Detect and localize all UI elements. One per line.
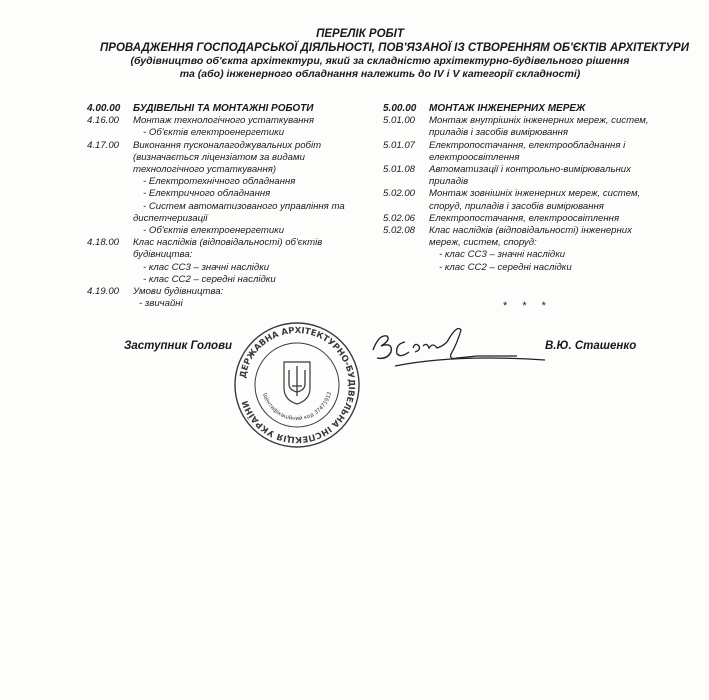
title-line-3: (будівництво об'єкта архітектури, який за складністю архітектурно-будівельного рішення: [130, 55, 630, 67]
section-text: БУДІВЕЛЬНІ ТА МОНТАЖНІ РОБОТИ: [133, 103, 314, 114]
title-line-1: ПЕРЕЛІК РОБІТ: [316, 28, 404, 40]
section-code: 5.02.06: [383, 212, 416, 224]
section-row: [383, 103, 663, 115]
sub-item: - Об'єктів електроенергетики: [143, 225, 285, 237]
section-text: Монтаж внутрішніх інженерних мереж, систем, приладів і засобів вимірювання: [429, 115, 649, 139]
section-code: 5.02.00: [383, 188, 416, 200]
section-code: 5.01.07: [383, 139, 416, 151]
right-column: [383, 103, 663, 274]
section-row: [87, 237, 367, 261]
section-row: [383, 164, 663, 188]
section-text: Електропостачання, електроосвітлення: [429, 212, 620, 224]
sub-item: - Електротехнічного обладнання: [143, 176, 296, 188]
section-row: [383, 188, 663, 212]
signatory-name: В.Ю. Сташенко: [545, 340, 637, 352]
section-row: [87, 286, 367, 298]
section-code: 5.01.08: [383, 164, 416, 176]
section-row: [383, 213, 663, 225]
handwritten-signature-icon: [365, 322, 545, 372]
section-row: [383, 225, 663, 249]
sub-item: - клас СС2 – середні наслідки: [143, 273, 276, 285]
section-text: Монтаж зовнішніх інженерних мереж, систем, споруд, приладів і засобів вимірювання: [429, 188, 641, 212]
section-code: 4.17.00: [87, 139, 120, 151]
signatory-position: Заступник Голови: [124, 340, 233, 352]
sub-item: - клас СС3 – значні наслідки: [143, 261, 270, 273]
section-text: Виконання пусконалагоджувальних робіт (визначається ліцензіатом за видами технологічного устаткування): [133, 139, 322, 176]
section-row: [383, 140, 663, 164]
section-row: [383, 115, 663, 139]
section-text: Автоматизації і контрольно-вимірювальних приладів: [429, 164, 631, 188]
section-text: МОНТАЖ ІНЖЕНЕРНИХ МЕРЕЖ: [429, 103, 586, 114]
section-text: Клас наслідків (відповідальності) об'єктів будівництва:: [133, 237, 323, 261]
sub-item: - Електричного обладнання: [143, 188, 271, 200]
title-line-2: ПРОВАДЖЕННЯ ГОСПОДАРСЬКОЇ ДІЯЛЬНОСТІ, ПОВ'ЯЗАНОЇ ІЗ СТВОРЕННЯМ ОБ'ЄКТІВ АРХІТЕКТУРИ: [100, 42, 689, 54]
section-code: 4.16.00: [87, 115, 120, 127]
section-code: 4.19.00: [87, 286, 120, 298]
section-row: [87, 140, 367, 177]
document-title: [60, 28, 689, 81]
section-row: [87, 103, 367, 115]
section-text: Електропостачання, електрообладнання і електроосвітлення: [429, 139, 626, 163]
section-code: 4.00.00: [87, 103, 121, 114]
sub-item: - Систем автоматизованого управління та диспетчеризації: [133, 200, 345, 224]
stamp-inner-text: Ідентифікаційний код 37471912: [261, 391, 334, 423]
separator-stars: * * *: [503, 300, 552, 312]
sub-item: - звичайні: [139, 298, 183, 310]
section-code: 4.18.00: [87, 237, 120, 249]
section-text: Клас наслідків (відповідальності) інженерних мереж, систем, споруд:: [429, 225, 632, 249]
section-text: Умови будівництва:: [133, 286, 224, 298]
section-code: 5.01.00: [383, 115, 416, 127]
sub-item: - клас СС3 – значні наслідки: [439, 249, 566, 261]
stamp-outer-text: ДЕРЖАВНА АРХІТЕКТУРНО-БУДІВЕЛЬНА ІНСПЕКЦІЯ УКРАЇНИ: [238, 325, 357, 445]
section-text: Монтаж технологічного устаткування: [133, 115, 314, 127]
title-line-4: та (або) інженерного обладнання належить до IV і V категорії складності): [179, 68, 581, 80]
left-column: [87, 103, 367, 310]
section-code: 5.02.08: [383, 225, 416, 237]
sub-item: - клас СС2 – середні наслідки: [439, 261, 572, 273]
sub-item: - Об'єктів електроенергетики: [143, 127, 285, 139]
section-row: [87, 115, 367, 127]
section-code: 5.00.00: [383, 103, 417, 114]
official-stamp-icon: [232, 320, 362, 450]
